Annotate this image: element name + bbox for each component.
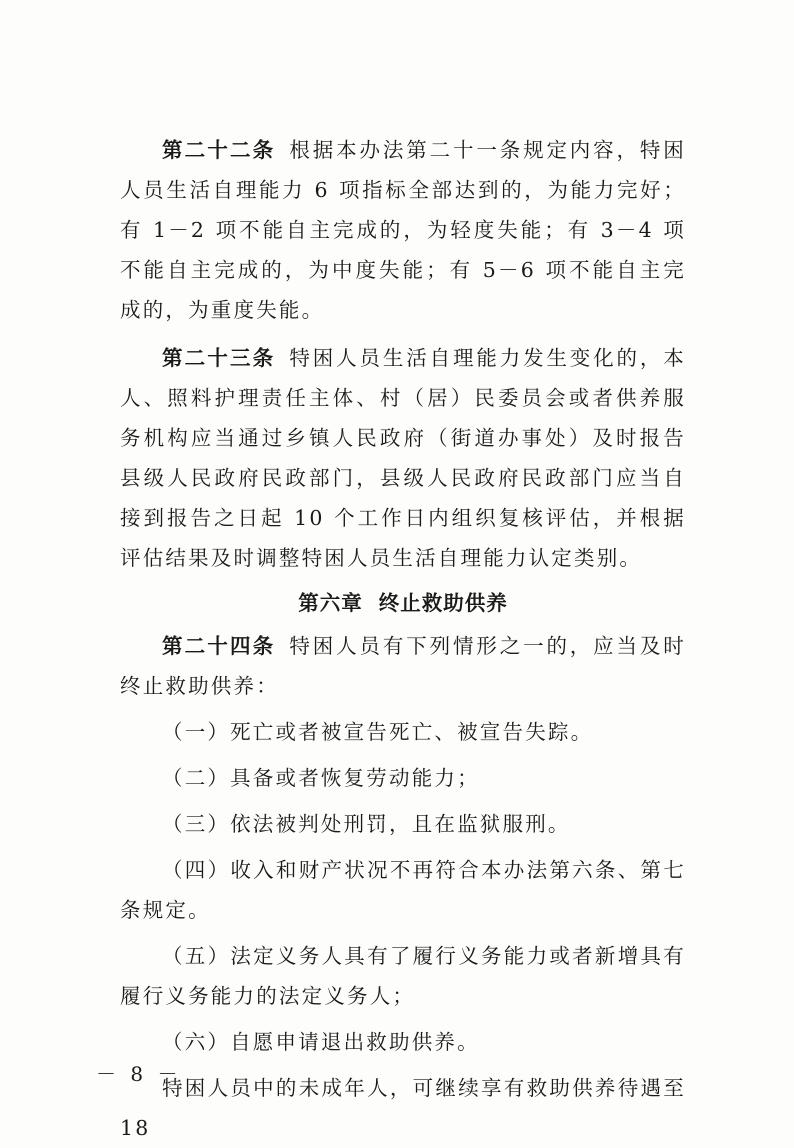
article-24-text: 特困人员有下列情形之一的，应当及时终止救助供养： xyxy=(120,634,686,698)
chapter-heading xyxy=(120,580,686,626)
list-item: （五）法定义务人具有了履行义务能力或者新增具有履行义务能力的法定义务人； xyxy=(120,944,686,1008)
article-23-text: 特困人员生活自理能力发生变化的，本人、照料护理责任主体、村（居）民委员会或者供养服务机构应当通过乡镇人民政府（街道办事处）及时报告县级人民政府民政部门，县级人民政府民政部门应当自接到报告之日起 10 个工作日内组织复核评估，并根据评估结果及时调整特困人员生活自理能力认定类别。 xyxy=(120,346,686,570)
article-23-label: 第二十三条 xyxy=(162,346,276,370)
chapter-number: 第六章 xyxy=(298,591,363,615)
chapter-title: 终止救助供养 xyxy=(378,591,508,615)
page-number: － 8 － xyxy=(96,1062,182,1086)
list-item: （一）死亡或者被宣告死亡、被宣告失踪。 xyxy=(162,720,594,744)
article-23 xyxy=(120,338,686,578)
article-24-label: 第二十四条 xyxy=(162,634,276,658)
article-22 xyxy=(120,130,686,330)
closing-paragraph: 特困人员中的未成年人，可继续享有救助供养待遇至 18 xyxy=(120,1076,686,1140)
list-item: （六）自愿申请退出救助供养。 xyxy=(162,1030,480,1054)
list-item: （四）收入和财产状况不再符合本办法第六条、第七条规定。 xyxy=(120,858,686,922)
article-24 xyxy=(120,626,686,706)
list-item: （二）具备或者恢复劳动能力； xyxy=(162,766,480,790)
article-22-text: 根据本办法第二十一条规定内容，特困人员生活自理能力 6 项指标全部达到的，为能力完好；有 1－2 项不能自主完成的，为轻度失能；有 3－4 项不能自主完成的，为中度失能；有 5－6 项不能自主完成的，为重度失能。 xyxy=(120,138,686,322)
list-item: （三）依法被判处刑罚，且在监狱服刑。 xyxy=(162,812,571,836)
document-body xyxy=(120,130,686,1148)
article-22-label: 第二十二条 xyxy=(162,138,276,162)
